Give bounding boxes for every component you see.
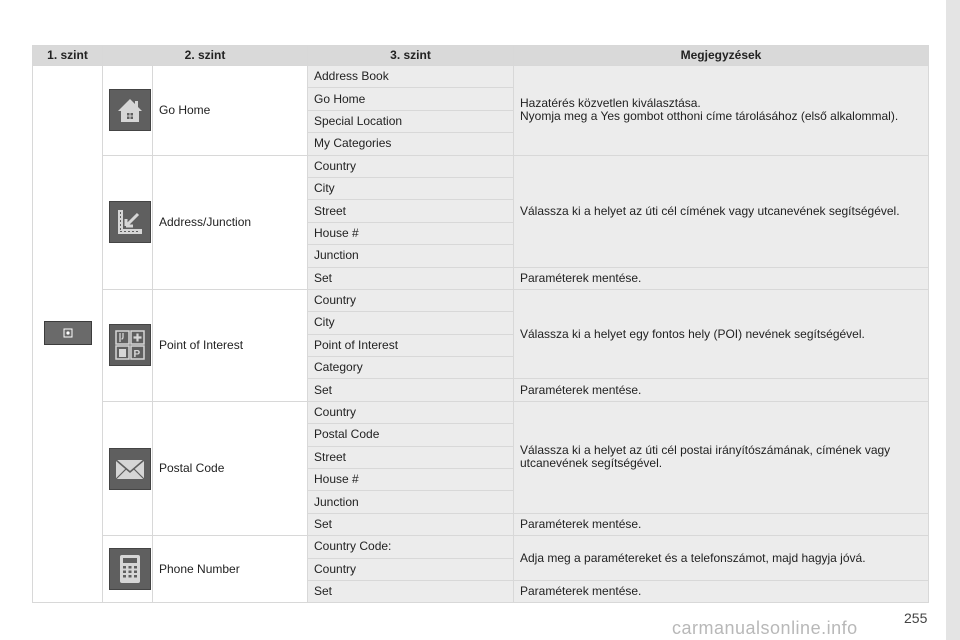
go-home-label: Go Home <box>153 66 308 156</box>
table-row <box>33 155 929 177</box>
phone-set-note: Paraméterek mentése. <box>514 580 929 602</box>
menu-item-street: Street <box>308 200 514 222</box>
menu-item-country: Country <box>308 401 514 423</box>
menu-item-city: City <box>308 312 514 334</box>
menu-item-special-location: Special Location <box>308 110 514 132</box>
address-icon-cell <box>103 155 153 289</box>
postal-set-note: Paraméterek mentése. <box>514 513 929 535</box>
watermark: carmanualsonline.info <box>672 618 858 638</box>
menu-item-category: Category <box>308 357 514 379</box>
page-number: 255 <box>904 610 928 626</box>
header-notes: Megjegyzések <box>514 46 929 66</box>
table-row <box>33 289 929 311</box>
menu-item-address-book: Address Book <box>308 66 514 88</box>
page-edge-strip <box>946 0 960 640</box>
poi-icon <box>109 324 151 366</box>
menu-item-country-code: Country Code: <box>308 536 514 558</box>
menu-item-postal-code: Postal Code <box>308 424 514 446</box>
postal-note: Válassza ki a helyet az úti cél postai irányítószámának, címének vagy utcanevének segítségével. <box>514 401 929 513</box>
menu-item-junction: Junction <box>308 245 514 267</box>
table-header-row <box>33 46 929 66</box>
phone-note: Adja meg a paramétereket és a telefonszámot, majd hagyja jóvá. <box>514 536 929 581</box>
table-row <box>33 536 929 558</box>
menu-item-point-of-interest: Point of Interest <box>308 334 514 356</box>
go-home-note <box>514 66 929 156</box>
postal-code-label: Postal Code <box>153 401 308 535</box>
menu-item-house-number: House # <box>308 222 514 244</box>
poi-icon-cell <box>103 289 153 401</box>
menu-item-country: Country <box>308 289 514 311</box>
address-junction-label: Address/Junction <box>153 155 308 289</box>
phone-icon <box>109 548 151 590</box>
header-level3: 3. szint <box>308 46 514 66</box>
menu-item-country: Country <box>308 558 514 580</box>
menu-item-country: Country <box>308 155 514 177</box>
navigation-menu-icon <box>44 321 92 345</box>
menu-item-my-categories: My Categories <box>308 133 514 155</box>
phone-icon-cell <box>103 536 153 603</box>
address-note: Válassza ki a helyet az úti cél címének vagy utcanevének segítségével. <box>514 155 929 267</box>
menu-item-street: Street <box>308 446 514 468</box>
menu-item-go-home: Go Home <box>308 88 514 110</box>
go-home-icon-cell <box>103 66 153 156</box>
poi-note: Válassza ki a helyet egy fontos hely (POI) nevének segítségével. <box>514 289 929 379</box>
table-row <box>33 401 929 423</box>
poi-label: Point of Interest <box>153 289 308 401</box>
address-set-note: Paraméterek mentése. <box>514 267 929 289</box>
header-level1: 1. szint <box>33 46 103 66</box>
svg-text:P: P <box>133 349 141 361</box>
menu-item-set: Set <box>308 267 514 289</box>
go-home-note-line1: Hazatérés közvetlen kiválasztása. <box>520 96 701 111</box>
level1-cell <box>33 66 103 603</box>
menu-item-city: City <box>308 177 514 199</box>
address-junction-icon <box>109 201 151 243</box>
home-icon <box>109 89 151 131</box>
go-home-note-line2: Nyomja meg a Yes gombot otthoni címe tárolásához (első alkalommal). <box>520 109 899 124</box>
menu-item-set: Set <box>308 513 514 535</box>
poi-set-note: Paraméterek mentése. <box>514 379 929 401</box>
menu-item-house-number: House # <box>308 469 514 491</box>
menu-item-junction: Junction <box>308 491 514 513</box>
menu-item-set: Set <box>308 580 514 602</box>
envelope-icon <box>109 448 151 490</box>
menu-item-set: Set <box>308 379 514 401</box>
table-row <box>33 66 929 88</box>
navigation-menu-table <box>32 45 929 603</box>
phone-number-label: Phone Number <box>153 536 308 603</box>
header-level2: 2. szint <box>103 46 308 66</box>
postal-icon-cell <box>103 401 153 535</box>
